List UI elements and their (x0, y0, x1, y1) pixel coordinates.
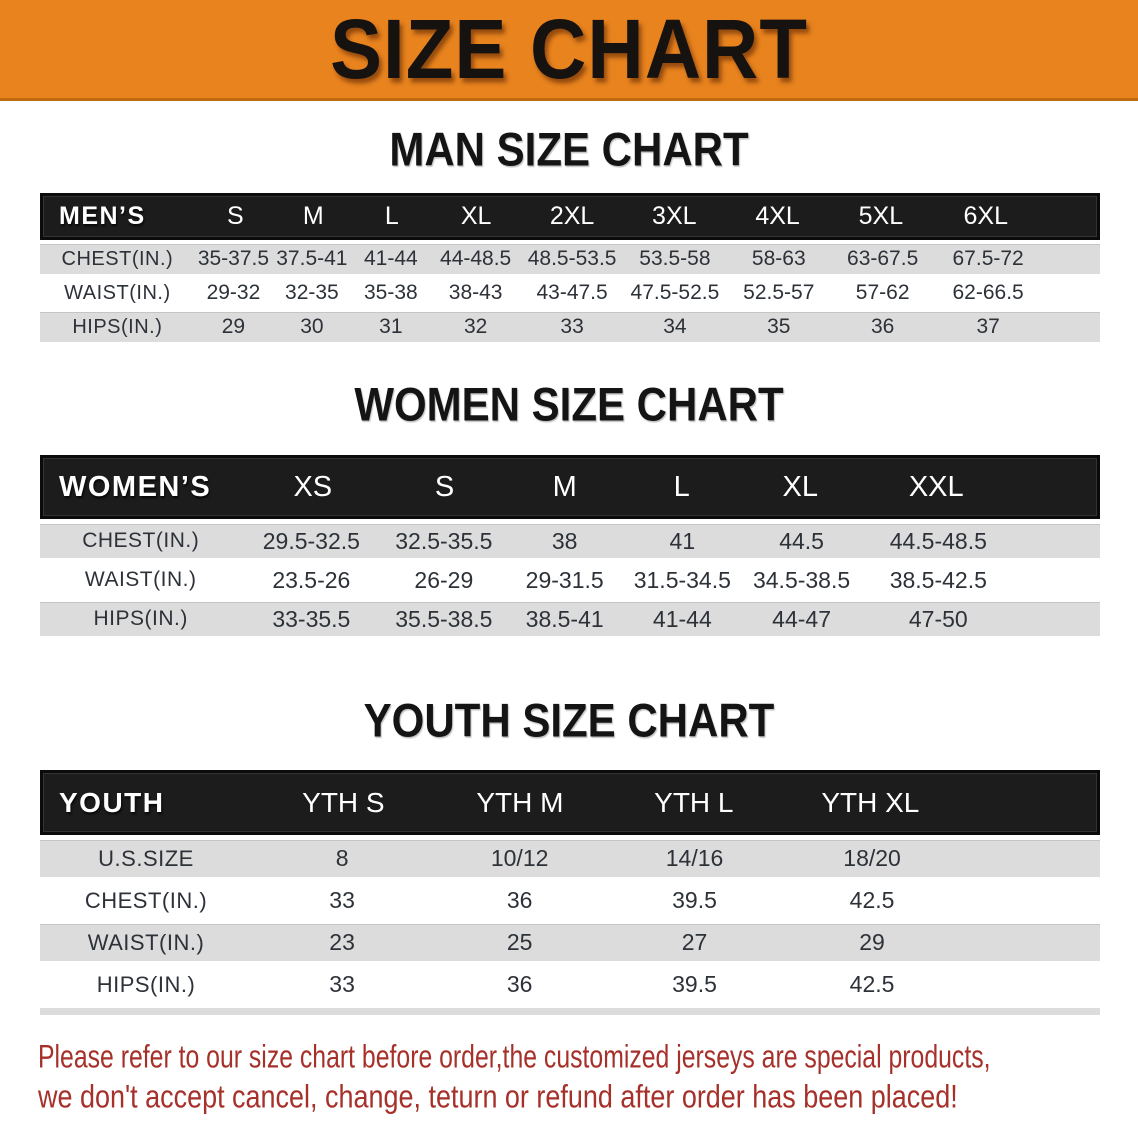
cell-value: 29-32 (206, 281, 261, 304)
table-row (40, 563, 1100, 597)
cell-value: 29 (221, 315, 246, 338)
row-label: CHEST(IN.) (84, 887, 208, 913)
cell-value: 33 (560, 315, 584, 338)
cell-value: 39.5 (672, 887, 717, 913)
cell-value: 31.5-34.5 (633, 566, 731, 593)
cell-value: 41 (669, 527, 696, 554)
disclaimer-line-1: Please refer to our size chart before order,the customized jerseys are special products, (38, 1038, 991, 1075)
women-size-table (40, 455, 1100, 636)
column-header: XL (460, 202, 492, 230)
cell-value: 18/20 (843, 845, 901, 871)
cell-value: 36 (506, 887, 533, 913)
column-header: XS (293, 470, 333, 503)
column-header: YTH XL (821, 786, 920, 818)
cell-value: 58-63 (751, 247, 806, 270)
disclaimer-line-2: we don't accept cancel, change, teturn or refund after order has been placed! (38, 1078, 958, 1115)
cell-value: 38 (551, 527, 578, 554)
cell-value: 52.5-57 (743, 281, 815, 304)
cell-value: 29 (859, 929, 885, 955)
cell-value: 33-35.5 (272, 605, 351, 632)
men-section (0, 123, 1138, 342)
column-header: S (227, 202, 244, 230)
cell-value: 10/12 (490, 845, 549, 871)
table-header-bar (40, 770, 1100, 835)
table-row (40, 882, 1100, 919)
cell-value: 38.5-41 (525, 605, 604, 632)
column-header: L (384, 202, 399, 230)
women-section-heading: WOMEN SIZE CHART (354, 378, 784, 431)
table-row (40, 524, 1100, 558)
cell-value: 43-47.5 (536, 281, 608, 304)
column-header: 6XL (963, 202, 1008, 230)
cell-value: 42.5 (849, 887, 895, 913)
cell-value: 23 (329, 929, 355, 955)
cell-value: 35-37.5 (197, 247, 270, 270)
column-header: 4XL (755, 202, 800, 230)
table-row (40, 244, 1100, 274)
cell-value: 42.5 (849, 971, 895, 997)
column-header: YTH M (476, 786, 564, 818)
cell-value: 34.5-38.5 (752, 566, 851, 593)
cell-value: 44.5-48.5 (889, 527, 987, 554)
cell-value: 27 (681, 929, 708, 955)
row-label: CHEST(IN.) (82, 529, 200, 552)
cell-value: 62-66.5 (952, 281, 1024, 304)
table-corner-label: MEN’S (59, 202, 146, 230)
cell-value: 63-67.5 (847, 247, 919, 270)
cell-value: 29-31.5 (525, 566, 604, 593)
column-header: XXL (908, 470, 964, 503)
column-header: 3XL (652, 202, 697, 230)
column-header: S (434, 470, 455, 503)
row-label: CHEST(IN.) (61, 247, 174, 270)
cell-value: 35-38 (363, 281, 418, 304)
cell-value: 67.5-72 (952, 247, 1024, 270)
table-row (40, 924, 1100, 961)
table-row (40, 602, 1100, 636)
table-corner-label: YOUTH (59, 786, 165, 818)
cell-value: 32 (463, 315, 488, 338)
cell-value: 30 (300, 315, 324, 338)
column-header: 2XL (549, 202, 595, 230)
row-label: WAIST(IN.) (84, 568, 197, 591)
cell-value: 39.5 (672, 971, 717, 997)
cell-value: 36 (870, 315, 895, 338)
banner (0, 0, 1138, 101)
cell-value: 44-48.5 (440, 247, 512, 270)
row-label: U.S.SIZE (98, 845, 194, 871)
content (0, 123, 1138, 1015)
column-header: M (302, 202, 324, 230)
cell-value: 35.5-38.5 (395, 605, 493, 632)
column-header: L (673, 470, 690, 503)
cell-value: 33 (329, 887, 355, 913)
cell-value: 34 (663, 315, 687, 338)
cell-value: 26-29 (414, 566, 474, 593)
cell-value: 41-44 (652, 605, 712, 632)
youth-section-heading: YOUTH SIZE CHART (363, 694, 775, 747)
cell-value: 35 (767, 315, 791, 338)
cell-value: 32-35 (285, 281, 339, 304)
cell-value: 41-44 (363, 247, 418, 270)
page-title: SIZE CHART (330, 0, 808, 96)
column-header: 5XL (858, 202, 904, 230)
table-row (40, 312, 1100, 342)
row-label: HIPS(IN.) (96, 971, 196, 997)
cell-value: 48.5-53.5 (527, 247, 617, 270)
cell-value: 23.5-26 (272, 566, 351, 593)
row-label: WAIST(IN.) (87, 929, 205, 955)
cell-value: 8 (335, 845, 349, 871)
table-corner-label: WOMEN’S (59, 470, 212, 503)
cell-value: 37 (976, 315, 1000, 338)
column-header: YTH S (302, 786, 385, 818)
table-header-bar (40, 455, 1100, 519)
cell-value: 38-43 (448, 281, 503, 304)
men-size-table (40, 193, 1100, 342)
youth-section (0, 694, 1138, 1015)
cell-value: 32.5-35.5 (395, 527, 493, 554)
column-header: M (552, 470, 577, 503)
disclaimer-note (0, 1037, 1138, 1117)
cell-value: 53.5-58 (639, 247, 711, 270)
cell-value: 47-50 (908, 605, 968, 632)
cell-value: 44.5 (779, 527, 824, 554)
cell-value: 33 (329, 971, 355, 997)
row-label: HIPS(IN.) (72, 315, 163, 338)
cell-value: 57-62 (855, 281, 910, 304)
women-section (0, 378, 1138, 636)
cell-value: 47.5-52.5 (630, 281, 720, 304)
cell-value: 25 (506, 929, 533, 955)
cell-value: 36 (506, 971, 533, 997)
table-row (40, 840, 1100, 877)
table-row (40, 966, 1100, 1003)
cell-value: 44-47 (772, 605, 831, 632)
cell-value: 29.5-32.5 (262, 527, 360, 554)
youth-size-table (40, 770, 1100, 1015)
row-label: WAIST(IN.) (64, 281, 171, 304)
row-label: HIPS(IN.) (93, 607, 188, 630)
column-header: XL (782, 470, 818, 503)
cell-value: 37.5-41 (276, 247, 348, 270)
column-header: YTH L (654, 786, 734, 818)
cell-value: 14/16 (665, 845, 724, 871)
table-row (40, 278, 1100, 308)
cell-value: 31 (379, 315, 403, 338)
men-section-heading: MAN SIZE CHART (389, 123, 749, 176)
cell-value: 38.5-42.5 (889, 566, 987, 593)
table-header-bar (40, 193, 1100, 240)
